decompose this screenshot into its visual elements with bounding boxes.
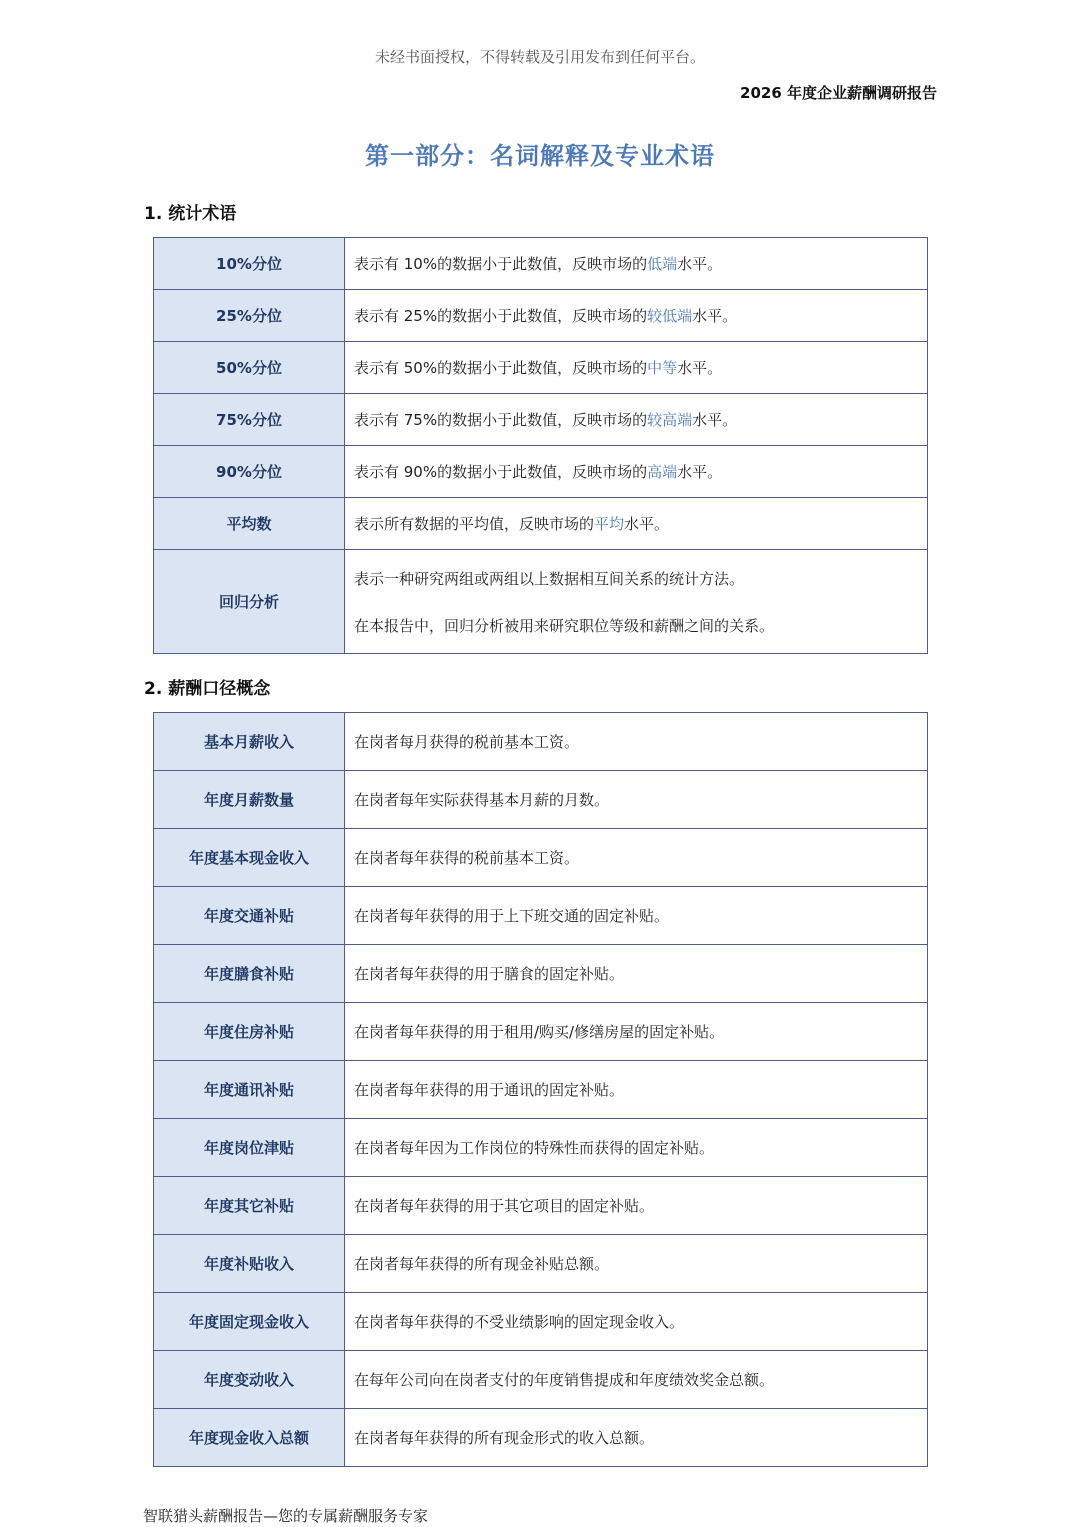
table-row bbox=[154, 342, 928, 394]
definition-cell: 表示有 10%的数据小于此数值，反映市场的低端水平。 bbox=[345, 238, 928, 290]
compensation-terms-table bbox=[153, 712, 928, 1467]
table-row bbox=[154, 498, 928, 550]
term-cell: 90%分位 bbox=[154, 446, 345, 498]
term-cell: 基本月薪收入 bbox=[154, 713, 345, 771]
table-row bbox=[154, 238, 928, 290]
term-cell: 25%分位 bbox=[154, 290, 345, 342]
term-cell: 年度膳食补贴 bbox=[154, 945, 345, 1003]
footer-slogan: 智联猎头薪酬报告—您的专属薪酬服务专家 bbox=[143, 1507, 429, 1525]
definition-cell: 在岗者每年获得的用于租用/购买/修缮房屋的固定补贴。 bbox=[345, 1003, 928, 1061]
definition-cell: 在岗者每年获得的所有现金形式的收入总额。 bbox=[345, 1409, 928, 1467]
table-row bbox=[154, 1061, 928, 1119]
term-cell: 年度固定现金收入 bbox=[154, 1293, 345, 1351]
section-heading-statistics: 1. 统计术语 bbox=[144, 204, 237, 224]
table-row bbox=[154, 945, 928, 1003]
highlight-text: 平均 bbox=[594, 515, 625, 533]
report-title: 2026 年度企业薪酬调研报告 bbox=[740, 84, 937, 102]
definition-cell: 在岗者每年获得的用于膳食的固定补贴。 bbox=[345, 945, 928, 1003]
definition-cell: 在岗者每年实际获得基本月薪的月数。 bbox=[345, 771, 928, 829]
highlight-text: 高端 bbox=[647, 463, 678, 481]
term-cell: 平均数 bbox=[154, 498, 345, 550]
definition-cell: 表示所有数据的平均值，反映市场的平均水平。 bbox=[345, 498, 928, 550]
term-cell: 75%分位 bbox=[154, 394, 345, 446]
definition-cell: 表示有 25%的数据小于此数值，反映市场的较低端水平。 bbox=[345, 290, 928, 342]
definition-cell: 在岗者每年获得的用于上下班交通的固定补贴。 bbox=[345, 887, 928, 945]
definition-cell: 在岗者每年获得的用于通讯的固定补贴。 bbox=[345, 1061, 928, 1119]
highlight-text: 中等 bbox=[647, 359, 678, 377]
copyright-notice: 未经书面授权，不得转载及引用发布到任何平台。 bbox=[374, 48, 705, 66]
definition-cell: 在岗者每年因为工作岗位的特殊性而获得的固定补贴。 bbox=[345, 1119, 928, 1177]
definition-cell: 在岗者每年获得的所有现金补贴总额。 bbox=[345, 1235, 928, 1293]
term-cell: 年度岗位津贴 bbox=[154, 1119, 345, 1177]
term-cell: 回归分析 bbox=[154, 550, 345, 654]
table-row bbox=[154, 1293, 928, 1351]
table-row bbox=[154, 394, 928, 446]
definition-cell: 在岗者每年获得的用于其它项目的固定补贴。 bbox=[345, 1177, 928, 1235]
definition-cell: 在岗者每年获得的税前基本工资。 bbox=[345, 829, 928, 887]
term-cell: 年度其它补贴 bbox=[154, 1177, 345, 1235]
term-cell: 10%分位 bbox=[154, 238, 345, 290]
table-row bbox=[154, 1409, 928, 1467]
highlight-text: 低端 bbox=[647, 255, 678, 273]
term-cell: 年度通讯补贴 bbox=[154, 1061, 345, 1119]
term-cell: 年度变动收入 bbox=[154, 1351, 345, 1409]
term-cell: 年度现金收入总额 bbox=[154, 1409, 345, 1467]
definition-cell: 在岗者每月获得的税前基本工资。 bbox=[345, 713, 928, 771]
term-cell: 年度交通补贴 bbox=[154, 887, 345, 945]
table-row bbox=[154, 550, 928, 654]
term-cell: 年度住房补贴 bbox=[154, 1003, 345, 1061]
definition-cell bbox=[345, 550, 928, 654]
table-row bbox=[154, 290, 928, 342]
statistics-terms-table bbox=[153, 237, 928, 654]
table-row bbox=[154, 1177, 928, 1235]
definition-cell: 表示有 90%的数据小于此数值，反映市场的高端水平。 bbox=[345, 446, 928, 498]
table-row bbox=[154, 887, 928, 945]
definition-cell: 表示有 75%的数据小于此数值，反映市场的较高端水平。 bbox=[345, 394, 928, 446]
highlight-text: 较低端 bbox=[647, 307, 693, 325]
table-row bbox=[154, 1235, 928, 1293]
definition-line-2: 在本报告中，回归分析被用来研究职位等级和薪酬之间的关系。 bbox=[354, 616, 775, 635]
definition-cell: 在每年公司向在岗者支付的年度销售提成和年度绩效奖金总额。 bbox=[345, 1351, 928, 1409]
highlight-text: 较高端 bbox=[647, 411, 693, 429]
definition-cell: 在岗者每年获得的不受业绩影响的固定现金收入。 bbox=[345, 1293, 928, 1351]
part-title: 第一部分：名词解释及专业术语 bbox=[365, 142, 715, 170]
definition-cell: 表示有 50%的数据小于此数值，反映市场的中等水平。 bbox=[345, 342, 928, 394]
term-cell: 年度月薪数量 bbox=[154, 771, 345, 829]
table-row bbox=[154, 1351, 928, 1409]
table-row bbox=[154, 771, 928, 829]
table-row bbox=[154, 446, 928, 498]
definition-line-1: 表示一种研究两组或两组以上数据相互间关系的统计方法。 bbox=[354, 569, 745, 588]
table-row bbox=[154, 1003, 928, 1061]
section-heading-compensation: 2. 薪酬口径概念 bbox=[144, 679, 271, 699]
term-cell: 50%分位 bbox=[154, 342, 345, 394]
term-cell: 年度基本现金收入 bbox=[154, 829, 345, 887]
term-cell: 年度补贴收入 bbox=[154, 1235, 345, 1293]
table-row bbox=[154, 1119, 928, 1177]
table-row bbox=[154, 713, 928, 771]
table-row bbox=[154, 829, 928, 887]
